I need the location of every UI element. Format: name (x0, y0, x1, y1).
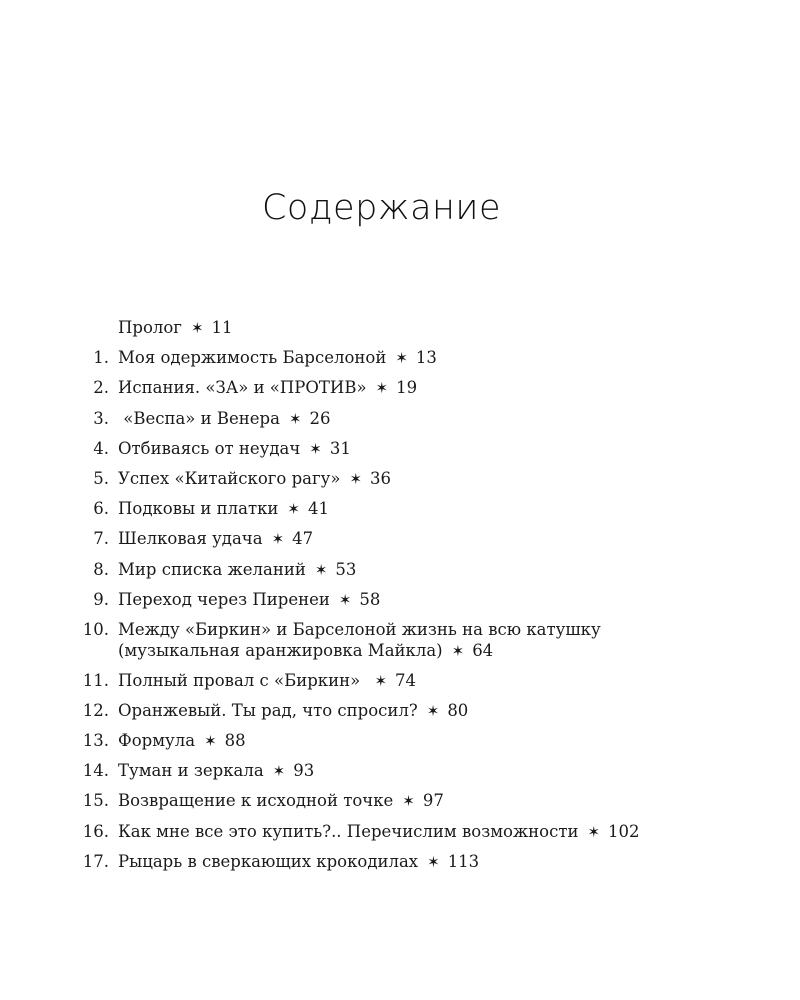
chapter-title: Испания. «ЗА» и «ПРОТИВ» (118, 378, 367, 398)
separator-star: ✶ (338, 590, 352, 609)
page-number: 102 (608, 821, 640, 841)
toc-entry (0, 376, 800, 406)
page-number: 26 (309, 408, 331, 428)
page-number: 19 (396, 378, 418, 398)
chapter-number: 1. (93, 348, 109, 368)
page-number: 74 (395, 670, 417, 690)
toc-entry (0, 588, 800, 618)
chapter-number: 17. (82, 851, 109, 871)
page-number: 31 (329, 438, 351, 458)
chapter-title: Возвращение к исходной точке (118, 791, 394, 811)
page-number: 97 (422, 791, 444, 811)
page-number: 53 (335, 559, 357, 579)
chapter-line (118, 789, 778, 813)
chapter-number: 5. (93, 468, 109, 488)
toc-entry (0, 407, 800, 437)
toc-entry (0, 618, 800, 669)
chapter-title: Пролог (118, 318, 182, 337)
chapter-number: 7. (93, 529, 109, 549)
chapter-title: Отбиваясь от неудач (118, 438, 301, 458)
separator-star: ✶ (349, 469, 363, 488)
chapter-number: 11. (82, 670, 109, 690)
separator-star: ✶ (288, 409, 302, 428)
chapter-number: 2. (93, 378, 109, 398)
page-number: 88 (224, 731, 246, 751)
chapter-title: Мир списка желаний (118, 559, 306, 579)
chapter-number: 14. (82, 761, 109, 781)
separator-star: ✶ (287, 500, 300, 519)
chapter-number: 6. (93, 499, 109, 519)
chapter-title: Рыцарь в сверкающих крокодилах (118, 851, 419, 871)
toc-entry (0, 558, 800, 588)
chapter-title: Подковы и платки (118, 499, 279, 519)
chapter-title: «Веспа» и Венера (118, 408, 280, 428)
chapter-title: Моя одержимость Барселоной (118, 348, 387, 368)
separator-star: ✶ (271, 530, 285, 549)
chapter-title: Как мне все это купить?.. Перечислим возможности (118, 821, 579, 841)
page-number: 41 (307, 499, 329, 519)
separator-star: ✶ (190, 319, 204, 337)
chapter-number: 4. (93, 438, 109, 458)
toc-entry (0, 850, 800, 880)
toc-entry (0, 699, 800, 729)
chapter-line (118, 820, 778, 844)
table-of-contents (0, 316, 800, 880)
toc-entry (0, 669, 800, 699)
chapter-line (118, 316, 778, 340)
chapter-line (118, 618, 778, 663)
chapter-line (118, 497, 778, 521)
chapter-number: 8. (93, 559, 109, 579)
chapter-line (118, 346, 778, 370)
chapter-number: 3. (93, 408, 109, 428)
toc-entry (0, 316, 800, 346)
separator-star: ✶ (395, 349, 408, 368)
toc-entry (0, 346, 800, 376)
chapter-number: 9. (93, 589, 109, 609)
separator-star: ✶ (375, 379, 389, 398)
chapter-line (118, 729, 778, 753)
chapter-title: Между «Биркин» и Барселоной жизнь на всю катушку (118, 619, 601, 639)
page-number: 113 (447, 851, 480, 871)
toc-entry (0, 759, 800, 789)
chapter-line (118, 527, 778, 551)
chapter-number: 15. (82, 791, 109, 811)
page-number: 13 (415, 348, 437, 368)
separator-star: ✶ (587, 822, 601, 841)
chapter-number: 16. (82, 821, 109, 841)
chapter-title: Успех «Китайского рагу» (118, 468, 341, 488)
separator-star: ✶ (204, 732, 217, 751)
chapter-number: 13. (82, 731, 109, 751)
toc-entry (0, 820, 800, 850)
page-number: 11 (211, 318, 233, 337)
separator-star: ✶ (451, 641, 465, 660)
separator-star: ✶ (314, 560, 328, 579)
chapter-title: Полный провал с «Биркин» (118, 670, 366, 690)
chapter-title-continuation (118, 639, 778, 663)
page-number: 80 (447, 700, 469, 720)
toc-entry (0, 789, 800, 819)
separator-star: ✶ (309, 439, 322, 458)
page-number: 47 (292, 529, 314, 549)
chapter-line (118, 850, 778, 874)
toc-entry (0, 437, 800, 467)
page-number: 36 (370, 468, 392, 488)
chapter-title: Формула (118, 731, 196, 751)
toc-entry (0, 467, 800, 497)
page-number: 64 (472, 640, 494, 660)
chapter-title: Туман и зеркала (118, 761, 264, 781)
page-number: 58 (359, 589, 381, 609)
chapter-title: Шелковая удача (118, 529, 263, 549)
chapter-line (118, 669, 778, 693)
chapter-number: 12. (82, 700, 109, 720)
separator-star: ✶ (426, 701, 440, 720)
chapter-number: 10. (82, 619, 109, 639)
chapter-line (118, 588, 778, 612)
separator-star: ✶ (427, 852, 440, 871)
chapter-line (118, 759, 778, 783)
toc-entry (0, 497, 800, 527)
separator-star: ✶ (374, 671, 388, 690)
chapter-title: Оранжевый. Ты рад, что спросил? (118, 700, 418, 720)
chapter-subtitle: (музыкальная аранжировка Майкла) (118, 640, 443, 660)
chapter-line (118, 467, 778, 491)
chapter-line (118, 407, 778, 431)
page-title: Содержание (261, 188, 501, 228)
toc-entry (0, 527, 800, 557)
separator-star: ✶ (272, 762, 286, 781)
separator-star: ✶ (402, 792, 415, 811)
chapter-line (118, 699, 778, 723)
chapter-line (118, 558, 778, 582)
toc-entry (0, 729, 800, 759)
page-number: 93 (293, 761, 315, 781)
chapter-line (118, 376, 778, 400)
chapter-line (118, 437, 778, 461)
chapter-title: Переход через Пиренеи (118, 589, 330, 609)
